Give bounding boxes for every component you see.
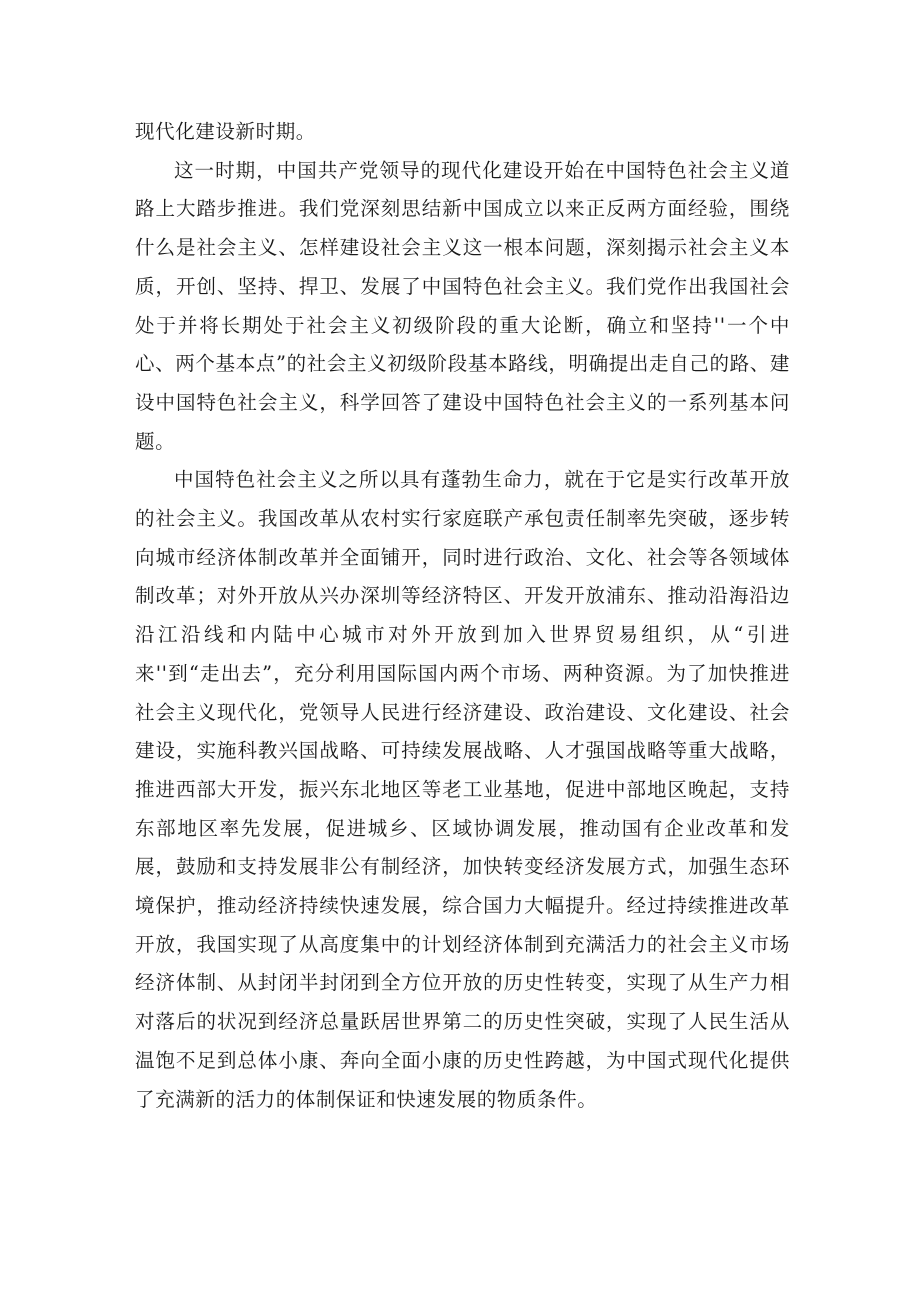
paragraph-continuation: 现代化建设新时期。 [135, 120, 316, 143]
paragraph-reform-opening: 中国特色社会主义之所以具有蓬勃生命力，就在于它是实行改革开放的社会主义。我国改革从农村实行家庭联产承包责任制率先突破，逐步转向城市经济体制改革并全面铺开，同时进行政治、文化、社会等各领域体制改革；对外开放从兴办深圳等经济特区、开发开放浦东、推动沿海沿边沿江沿线和内陆中心城市对外开放到加入世界贸易组织，从“引进来''到“走出去”，充分利用国际国内两个市场、两种资源。为了加快推进社会主义现代化，党领导人民进行经济建设、政治建设、文化建设、社会建设，实施科教兴国战略、可持续发展战略、人才强国战略等重大战略，推进西部大开发，振兴东北地区等老工业基地，促进中部地区晚起，支持东部地区率先发展，促进城乡、区域协调发展，推动国有企业改革和发展，鼓励和支持发展非公有制经济，加快转变经济发展方式，加强生态环境保护，推动经济持续快速发展，综合国力大幅提升。经过持续推进改革开放，我国实现了从高度集中的计划经济体制到充满活力的社会主义市场经济体制、从封闭半封闭到全方位开放的历史性转变，实现了从生产力相对落后的状况到经济总量跃居世界第二的历史性突破，实现了人民生活从温饱不足到总体小康、奔向全面小康的历史性跨越，为中国式现代化提供了充满新的活力的体制保证和快速发展的物质条件。 [135, 468, 790, 1111]
document-body [135, 113, 790, 1119]
paragraph-new-period: 这一时期，中国共产党领导的现代化建设开始在中国特色社会主义道路上大踏步推进。我们党深刻思结新中国成立以来正反两方面经验，围绕什么是社会主义、怎样建设社会主义这一根本问题，深刻揭示社会主义本质，开创、坚持、捍卫、发展了中国特色社会主义。我们党作出我国社会处于并将长期处于社会主义初级阶段的重大论断，确立和坚持''一个中心、两个基本点”的社会主义初级阶段基本路线，明确提出走自己的路、建设中国特色社会主义，科学回答了建设中国特色社会主义的一系列基本问题。 [135, 158, 790, 453]
